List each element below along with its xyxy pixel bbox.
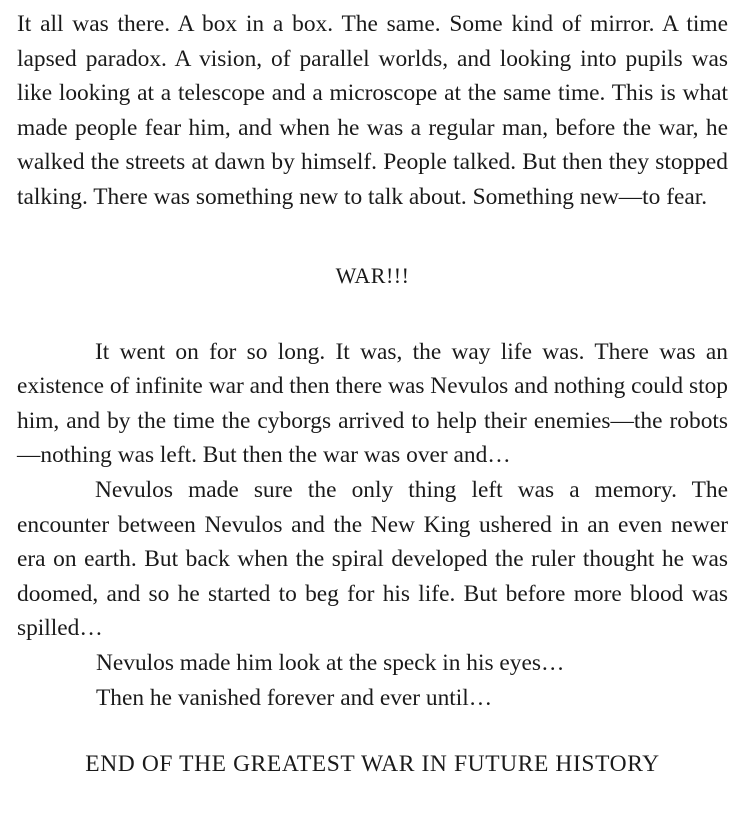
speck-line: Nevulos made him look at the speck in his eyes… [96,649,565,676]
vanished-line: Then he vanished forever and ever until… [96,684,493,711]
nevulos-paragraph: Nevulos made sure the only thing left was a memory. The encounter between Nevulos and the New King ushered in an even newer era on earth. But back when the spiral developed the ruler thought he was doomed, and so he started to beg for his life. But before more blood was spilled… [17,476,728,642]
document-page [17,7,728,781]
end-heading: END OF THE GREATEST WAR IN FUTURE HISTORY [85,751,660,778]
war-paragraph: It went on for so long. It was, the way life was. There was an existence of infinite war and then there was Nevulos and nothing could stop him, and by the time the cyborgs arrived to help their enemies—the robots—nothing was left. But then the war was over and… [17,338,728,469]
opening-paragraph: It all was there. A box in a box. The same. Some kind of mirror. A time lapsed paradox. A vision, of parallel worlds, and looking into pupils was like looking at a telescope and a microscope at the same time. This is what made people fear him, and when he was a regular man, before the war, he walked the streets at dawn by himself. People talked. But then they stopped talking. There was something new to talk about. Something new—to fear. [17,11,728,210]
war-heading: WAR!!! [335,262,410,288]
